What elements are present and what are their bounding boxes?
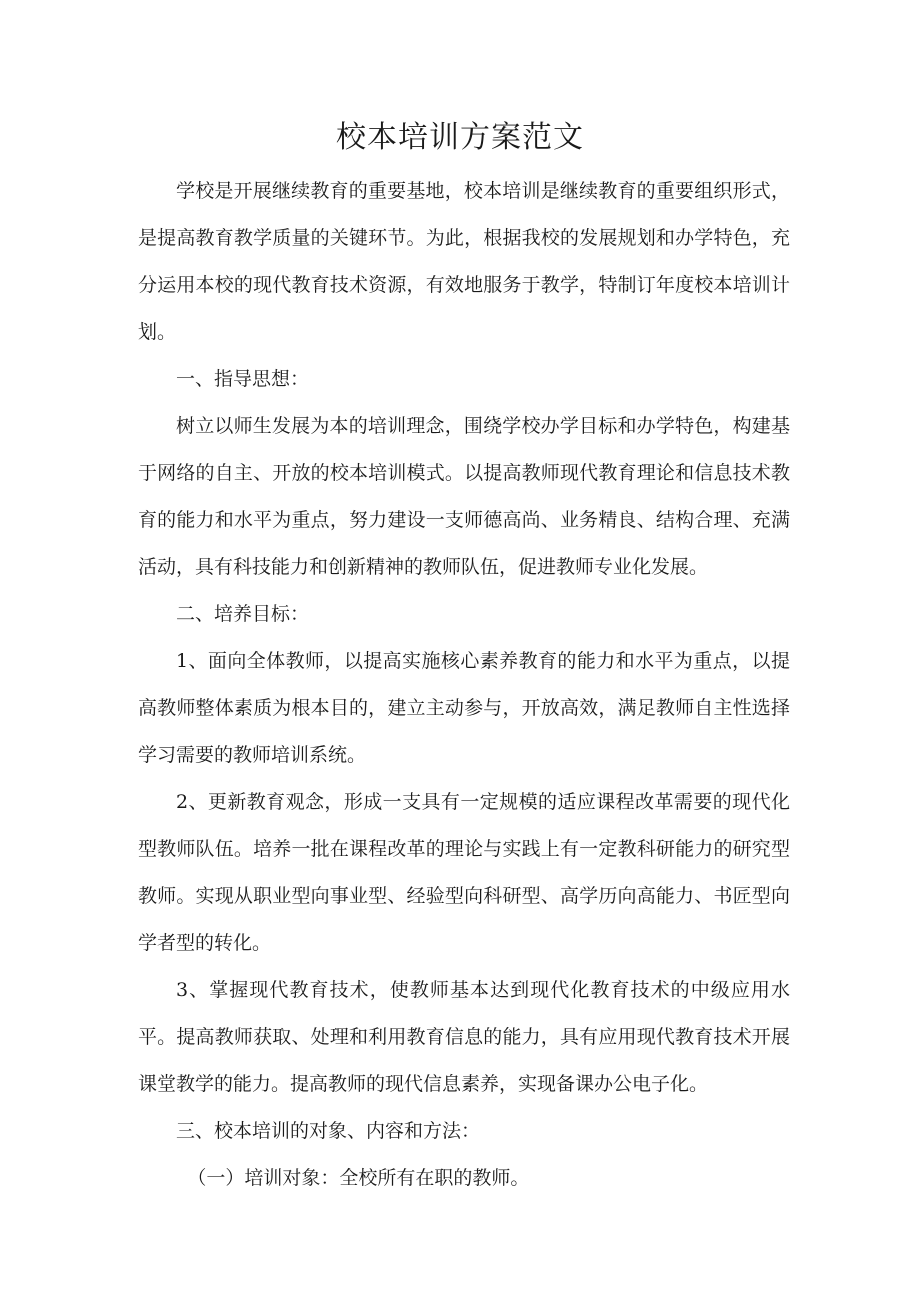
goal-item-1: 1、面向全体教师，以提高实施核心素养教育的能力和水平为重点，以提高教师整体素质为根本目的，建立主动参与，开放高效，满足教师自主性选择学习需要的教师培训系统。 [138, 650, 790, 766]
guiding-ideology-paragraph: 树立以师生发展为本的培训理念，围绕学校办学目标和办学特色，构建基于网络的自主、开放的校本培训模式。以提高教师现代教育理论和信息技术教育的能力和水平为重点，努力建设一支师德高尚、业务精良、结构合理、充满活动，具有科技能力和创新精神的教师队伍，促进教师专业化发展。 [138, 415, 790, 578]
intro-paragraph: 学校是开展继续教育的重要基地，校本培训是继续教育的重要组织形式，是提高教育教学质量的关键环节。为此，根据我校的发展规划和办学特色，充分运用本校的现代教育技术资源，有效地服务于教学，特制订年度校本培训计划。 [138, 180, 790, 343]
training-objects-paragraph: （一）培训对象：全校所有在职的教师。 [187, 1167, 530, 1189]
document-title: 校本培训方案范文 [336, 120, 584, 155]
goal-item-3: 3、掌握现代教育技术，使教师基本达到现代化教育技术的中级应用水平。提高教师获取、处理和利用教育信息的能力，具有应用现代教育技术开展课堂教学的能力。提高教师的现代信息素养，实现备课办公电子化。 [138, 979, 790, 1095]
document-body [138, 168, 790, 1202]
section-heading-training-goals: 二、培养目标： [176, 603, 310, 625]
section-heading-guiding-ideology: 一、指导思想： [176, 368, 310, 390]
section-heading-training-objects: 三、校本培训的对象、内容和方法： [176, 1120, 481, 1142]
goal-item-2: 2、更新教育观念，形成一支具有一定规模的适应课程改革需要的现代化型教师队伍。培养一批在课程改革的理论与实践上有一定教科研能力的研究型教师。实现从职业型向事业型、经验型向科研型、高学历向高能力、书匠型向学者型的转化。 [138, 791, 790, 954]
